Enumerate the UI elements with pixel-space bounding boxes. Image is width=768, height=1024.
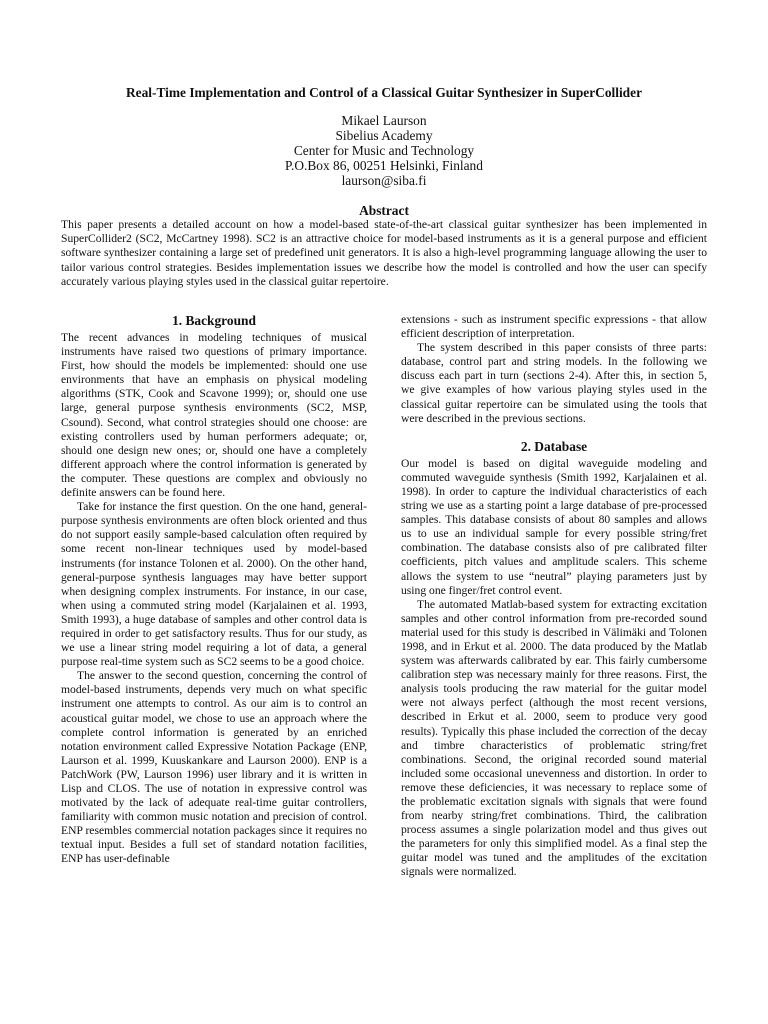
author-department: Center for Music and Technology xyxy=(293,143,475,158)
abstract-heading: Abstract xyxy=(359,203,409,218)
background-continued-paragraph-1: extensions - such as instrument specific expressions - that allow efficient description of interpretation. xyxy=(401,313,707,341)
author-block xyxy=(184,113,584,188)
left-column xyxy=(61,312,367,867)
author-email: laurson@siba.fi xyxy=(341,173,427,188)
background-paragraph-2: Take for instance the first question. On the one hand, general-purpose synthesis environments are often block oriented and thus do not support easily sample-based calculation often required by some recent non-linear techniques used by model-based instruments (for instance Tolonen et al. 2000). On the other hand, general-purpose synthesis languages may have better support when designing complex instruments. For instance, in our case, when using a commuted string model (Karjalainen et al. 1993, Smith 1993), a huge database of samples and other control data is required in order to get satisfactory results. Thus for our study, as we use a linear string model requiring a lot of data, a general purpose real-time system such as SC2 seems to be a good choice. xyxy=(61,500,367,669)
paper-title: Real-Time Implementation and Control of a Classical Guitar Synthesizer in SuperCollider xyxy=(125,85,643,100)
background-paragraph-1: The recent advances in modeling techniques of musical instruments have raised two questions of primary importance. First, how should the models be implemented: should one use environments that have an emphasis on physical modeling algorithms (STK, Cook and Scavone 1999); or, should one use large, general purpose synthesis environments (SC2, MSP, Csound). Second, what control strategies should one choose: are existing controllers used by human performers adequate; or, should one design new ones; or, should one have a completely different approach where the control information is generated by the computer. These questions are complex and obviously no definite answers can be found here. xyxy=(61,331,367,500)
background-paragraph-3: The answer to the second question, concerning the control of model-based instruments, depends very much on what specific instrument one attempts to control. As our aim is to control an acoustical guitar model, we chose to use an approach where the complete control information is generated by an enriched notation environment called Expressive Notation Package (ENP, Laurson et al. 1999, Kuuskankare and Laurson 2000). ENP is a PatchWork (PW, Laurson 1996) user library and it is written in Lisp and CLOS. The use of notation in expressive control was motivated by the lack of adequate real-time guitar controllers, familiarity with common music notation and precision of control. ENP resembles commercial notation packages since it requires no textual input. Besides a full set of standard notation facilities, ENP has user-definable xyxy=(61,669,367,866)
author-address: P.O.Box 86, 00251 Helsinki, Finland xyxy=(285,158,483,173)
author-affiliation: Sibelius Academy xyxy=(335,128,433,143)
section-heading-database: 2. Database xyxy=(520,438,588,454)
database-paragraph-2: The automated Matlab-based system for extracting excitation samples and other control information from pre-recorded sound material used for this study is described in Välimäki and Tolonen 1998, and in Erkut et al. 2000. The data produced by the Matlab system was afterwards calibrated by ear. This fairly cumbersome calibration step was necessary mainly for three reasons. First, the analysis tools producing the raw material for the guitar model were not always perfect (although the most recent versions, described in Erkut et al. 2000, seem to produce very good results). Typically this phase included the correction of the decay and timbre characteristics of problematic string/fret combinations. Second, the original recorded sound material included some occasional unevenness and distortion. In order to remove these deficiencies, it was necessary to replace some of the problematic excitation signals with signals that were found from nearby string/fret combinations. Third, the calibration process assumes a single polarization model and thus gives out the parameters for only this simplified model. As a final step the guitar model was tuned and the amplitudes of the excitation signals were normalized. xyxy=(401,597,707,879)
database-paragraph-1: Our model is based on digital waveguide modeling and commuted waveguide synthesis (Smith 1992, Karjalainen et al. 1998). In order to capture the individual characteristics of each string we use as a starting point a large database of pre-processed samples. This database consists of about 80 samples and allows us to use an individual sample for every possible string/fret combination. The database consists also of pre calibrated filter coefficients, pitch values and amplitude scalers. This scheme allows the system to use “neutral” playing parameters just by using one finger/fret control event. xyxy=(401,456,707,597)
section-heading-background: 1. Background xyxy=(172,313,256,328)
right-column xyxy=(401,313,707,880)
abstract-text: This paper presents a detailed account on how a model-based state-of-the-art classical guitar synthesizer has been implemented in SuperCollider2 (SC2, McCartney 1998). SC2 is an attractive choice for model-based instruments as it is a general purpose and efficient software synthesizer containing a large set of predefined unit generators. It is also a high-level programming language allowing the user to tailor various control strategies. Besides implementation issues we describe how the model is controlled and how the user can specify accurately various playing styles used in the classical guitar repertoire. xyxy=(61,218,707,288)
author-name: Mikael Laurson xyxy=(341,113,427,128)
background-continued-paragraph-2: The system described in this paper consists of three parts: database, control part and string models. In the following we discuss each part in turn (sections 2-4). After this, in section 5, we give examples of how various playing styles used in the classical guitar repertoire can be simulated using the tools that were described in the previous sections. xyxy=(401,341,707,425)
